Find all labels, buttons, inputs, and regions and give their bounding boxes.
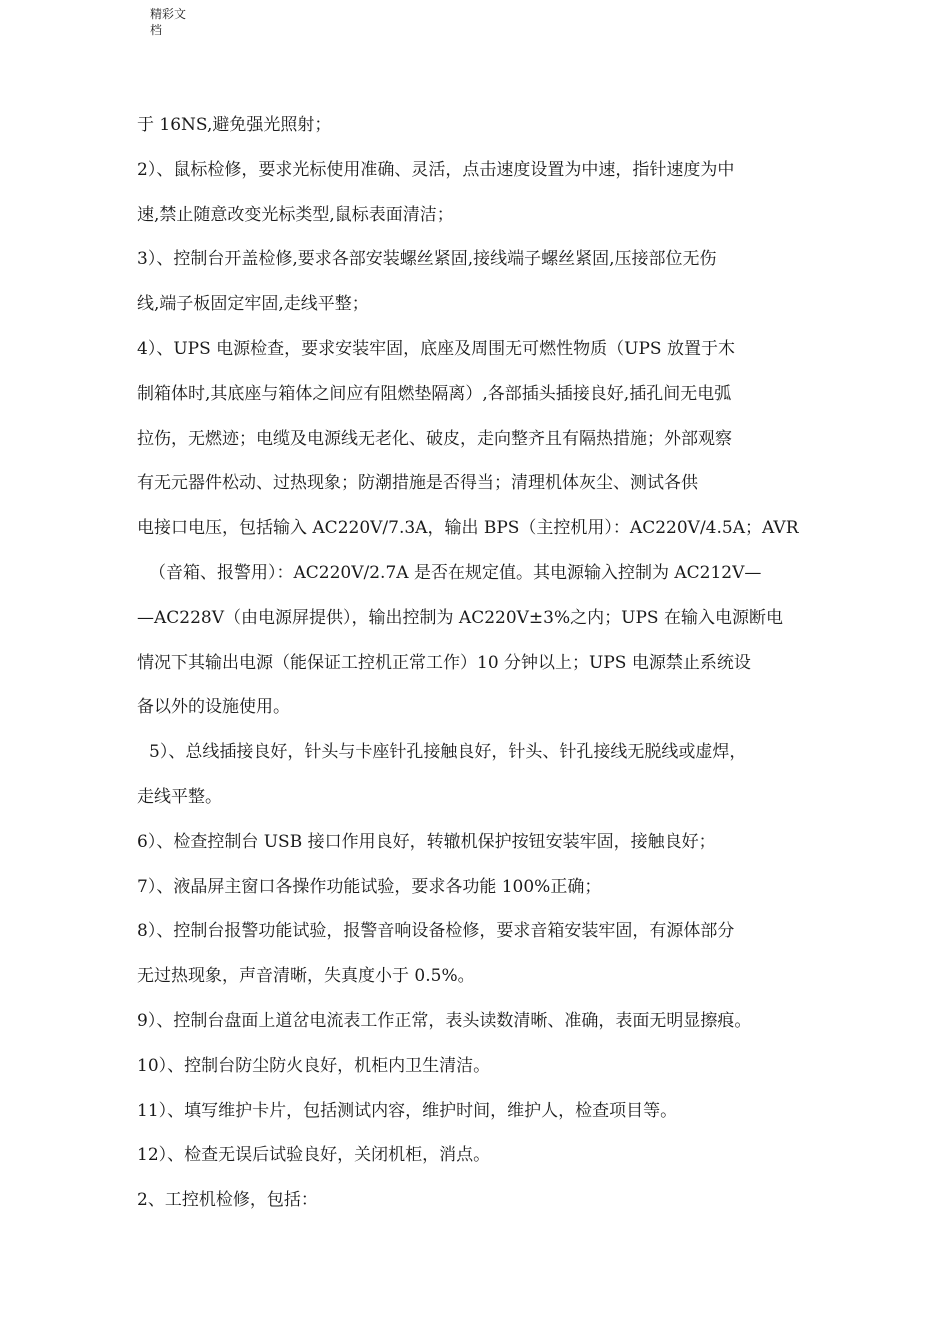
text-line: 2）、鼠标检修，要求光标使用准确、灵活，点击速度设置为中速，指针速度为中 bbox=[137, 159, 735, 180]
text-line: —AC228V（由电源屏提供），输出控制为 AC220V±3%之内；UPS 在输入电源断电 bbox=[137, 607, 783, 628]
text-line: 电接口电压，包括输入 AC220V/7.3A，输出 BPS（主控机用）：AC220V/4.5A；AVR bbox=[137, 518, 799, 539]
text-line: 12）、检查无误后试验良好，关闭机柜，消点。 bbox=[137, 1145, 491, 1166]
text-line: 8）、控制台报警功能试验，报警音响设备检修，要求音箱安装牢固，有源体部分 bbox=[137, 921, 735, 942]
header-line-1: 精彩文 bbox=[150, 7, 187, 21]
text-line: 情况下其输出电源（能保证工控机正常工作）10 分钟以上；UPS 电源禁止系统设 bbox=[137, 652, 751, 673]
text-line: 制箱体时,其底座与箱体之间应有阻燃垫隔离）,各部插头插接良好,插孔间无电弧 bbox=[137, 383, 732, 404]
document-body bbox=[137, 114, 837, 1234]
text-line: 9）、控制台盘面上道岔电流表工作正常，表头读数清晰、准确，表面无明显擦痕。 bbox=[137, 1010, 752, 1031]
text-line: 于 16NS,避免强光照射； bbox=[137, 115, 332, 135]
text-line: 10）、控制台防尘防火良好，机柜内卫生清洁。 bbox=[137, 1055, 491, 1076]
text-line: 7）、液晶屏主窗口各操作功能试验，要求各功能 100%正确； bbox=[137, 876, 602, 897]
header-line-2: 档 bbox=[150, 23, 163, 37]
page-header bbox=[150, 6, 210, 38]
text-line: 6）、检查控制台 USB 接口作用良好，转辙机保护按钮安装牢固，接触良好； bbox=[137, 831, 716, 852]
text-line: 速,禁止随意改变光标类型,鼠标表面清洁； bbox=[137, 204, 454, 225]
text-line: 有无元器件松动、过热现象；防潮措施是否得当；清理机体灰尘、测试各供 bbox=[137, 473, 698, 494]
text-line: 5）、总线插接良好，针头与卡座针孔接触良好，针头、针孔接线无脱线或虚焊， bbox=[149, 742, 747, 763]
text-line: 线,端子板固定牢固,走线平整； bbox=[137, 294, 369, 315]
text-line: （音箱、报警用）：AC220V/2.7A 是否在规定值。其电源输入控制为 AC212V— bbox=[149, 562, 762, 583]
text-line: 4）、UPS 电源检查，要求安装牢固，底座及周围无可燃性物质（UPS 放置于木 bbox=[137, 338, 735, 359]
text-line: 走线平整。 bbox=[137, 786, 222, 807]
text-line: 11）、填写维护卡片，包括测试内容，维护时间，维护人，检查项目等。 bbox=[137, 1100, 678, 1121]
text-line: 3）、控制台开盖检修,要求各部安装螺丝紧固,接线端子螺丝紧固,压接部位无伤 bbox=[137, 249, 717, 270]
text-line: 备以外的设施使用。 bbox=[137, 697, 290, 718]
text-line: 无过热现象，声音清晰，失真度小于 0.5%。 bbox=[137, 966, 475, 987]
text-line: 拉伤，无燃迹；电缆及电源线无老化、破皮，走向整齐且有隔热措施；外部观察 bbox=[137, 428, 732, 449]
text-line: 2、工控机检修，包括： bbox=[137, 1190, 318, 1211]
